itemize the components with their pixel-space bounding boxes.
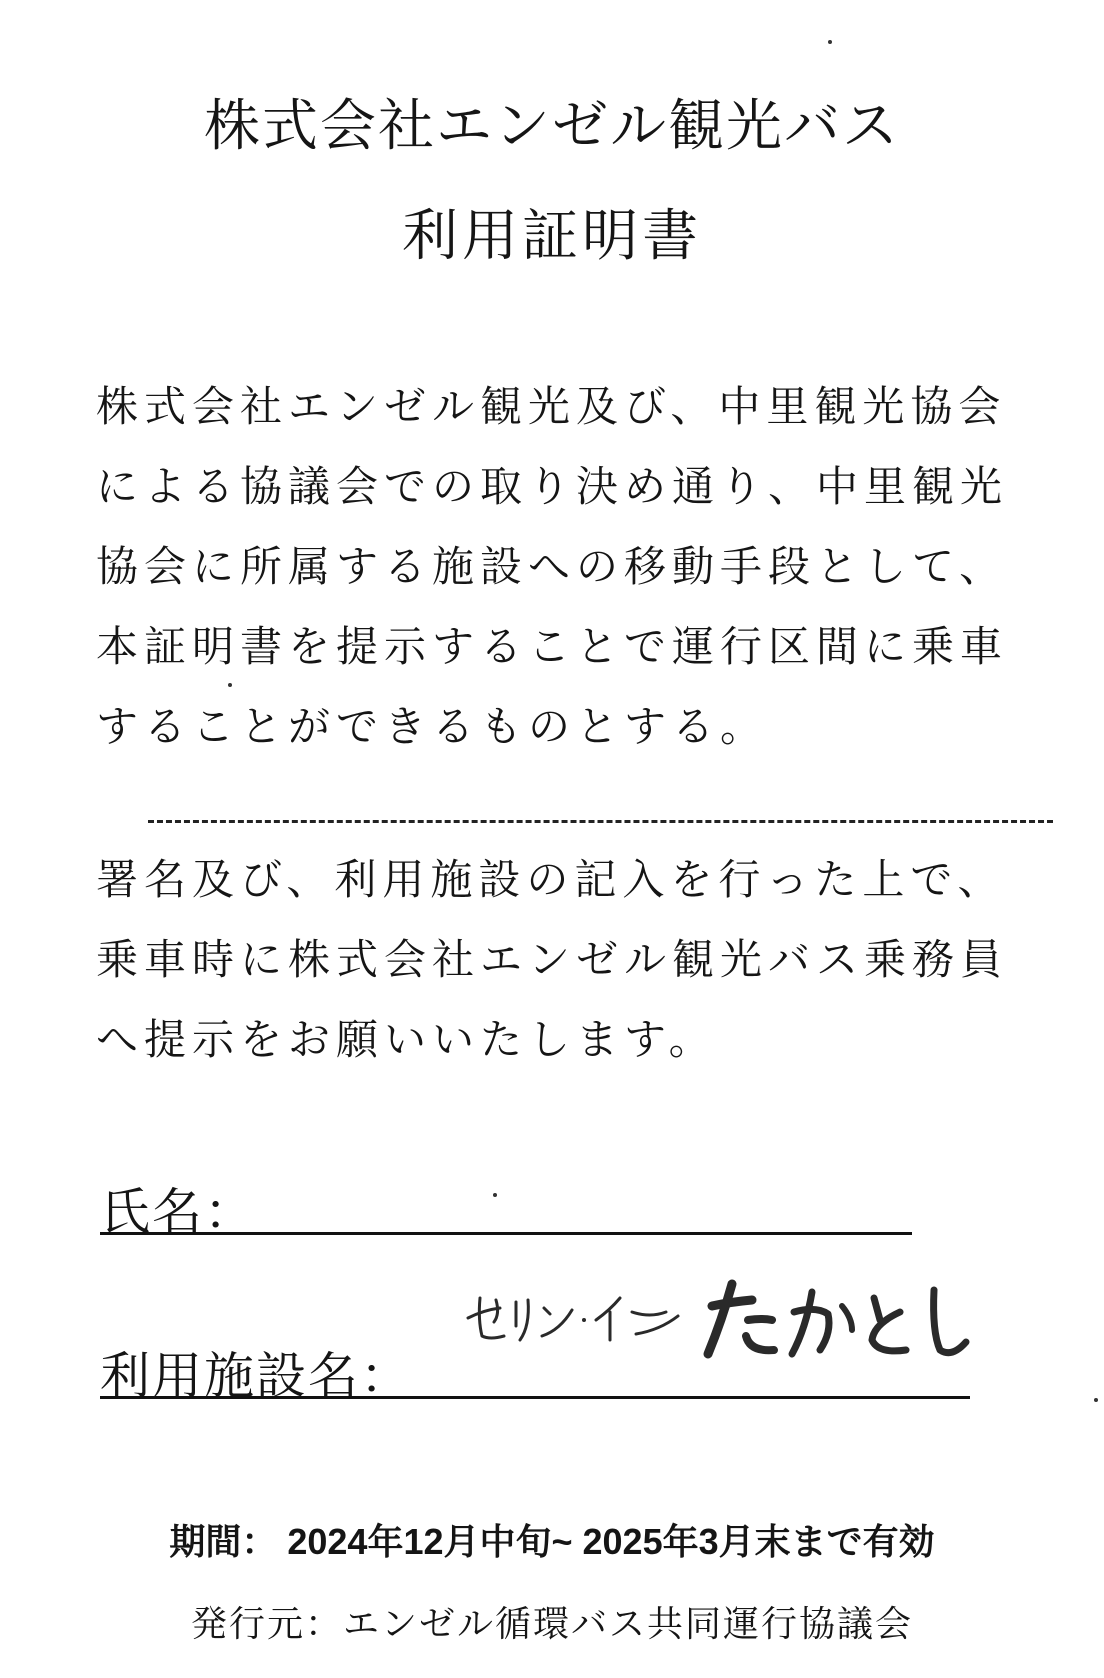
section-divider [148, 820, 1053, 823]
terms-paragraph [96, 367, 1056, 767]
terms-line: 協会に所属する施設への移動手段として、 [96, 542, 1008, 591]
company-title: 株式会社エンゼル観光バス [204, 94, 900, 159]
instructions-paragraph [96, 840, 1056, 1080]
facility-field-line[interactable] [100, 1396, 970, 1399]
terms-line: 本証明書を提示することで運行区間に乗車 [96, 622, 1009, 671]
scan-speck [493, 1193, 497, 1197]
validity-period: 期間： 2024年12月中旬~ 2025年3月末まで有効 [169, 1521, 935, 1562]
name-field-line[interactable] [100, 1232, 912, 1235]
scan-speck [828, 40, 832, 44]
instructions-line: へ提示をお願いいたします。 [96, 1015, 717, 1064]
instructions-line: 乗車時に株式会社エンゼル観光バス乗務員 [96, 935, 1009, 984]
name-label: 氏名： [100, 1183, 256, 1241]
terms-line: による協議会での取り決め通り、中里観光 [96, 462, 1009, 511]
issuer: 発行元：エンゼル循環バス共同運行協議会 [190, 1604, 913, 1645]
terms-line: 株式会社エンゼル観光及び、中里観光協会 [96, 382, 1007, 431]
scan-speck [228, 683, 232, 687]
handwriting-signature-icon [460, 1270, 990, 1380]
terms-line: することができるものとする。 [96, 702, 769, 751]
instructions-line: 署名及び、利用施設の記入を行った上で、 [96, 855, 1006, 904]
scan-speck [1094, 1398, 1098, 1402]
facility-handwritten-value [460, 1270, 990, 1380]
document-title: 利用証明書 [402, 204, 702, 269]
facility-label: 利用施設名： [100, 1347, 412, 1405]
